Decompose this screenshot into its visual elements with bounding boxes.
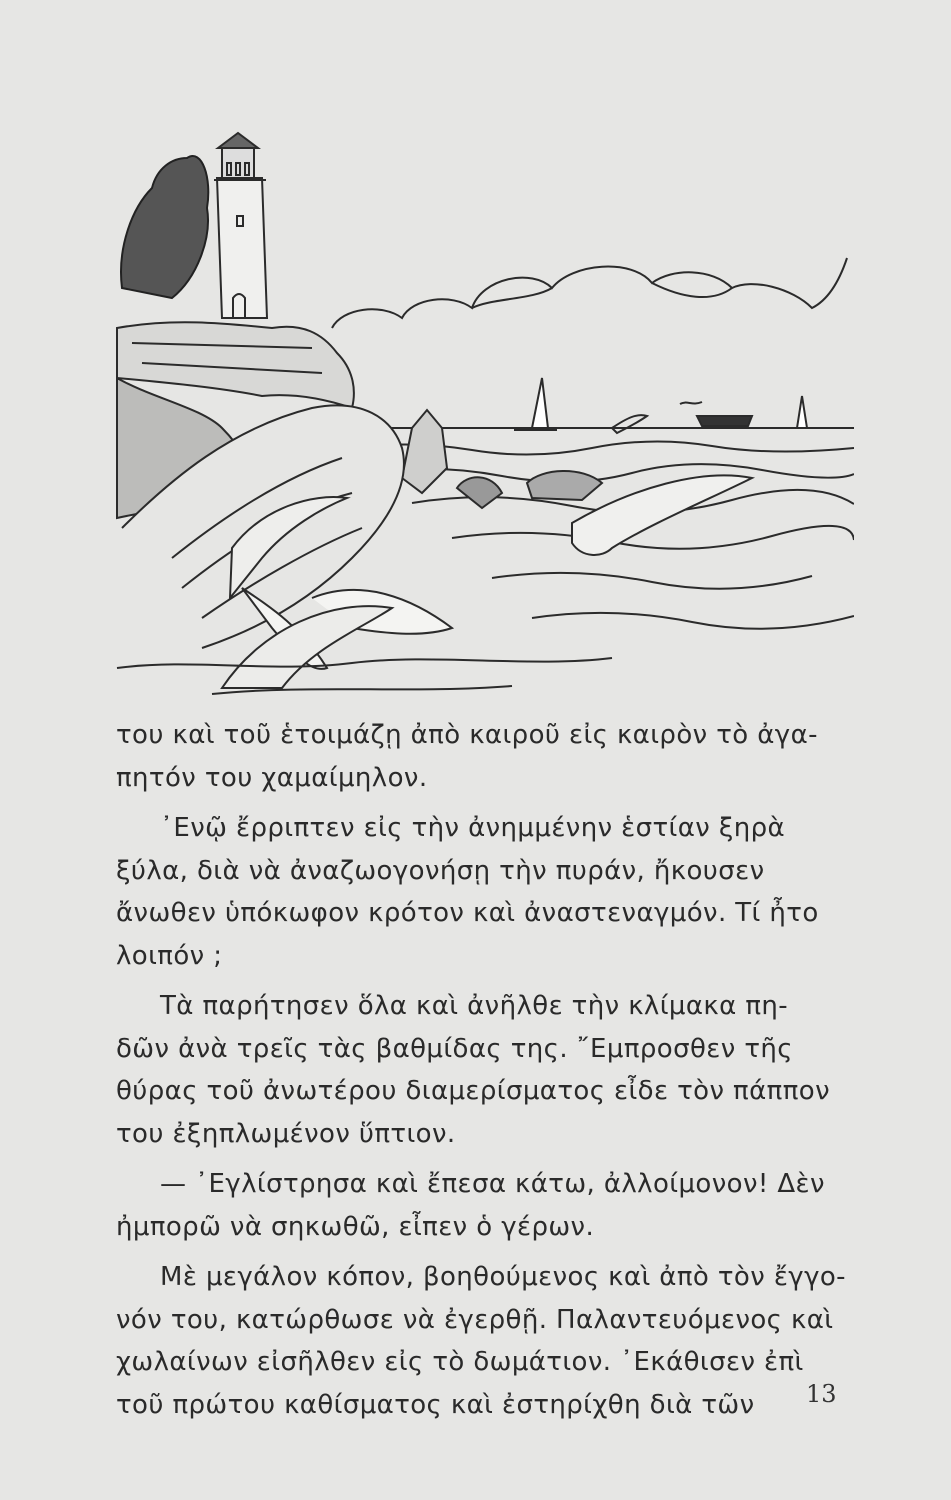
text-line: θύρας τοῦ ἀνωτέρου διαμερίσματος εἶδε τὸν πάππον (116, 1076, 830, 1106)
text-line: του καὶ τοῦ ἑτοιμάζῃ ἀπὸ καιροῦ εἰς καιρὸν τὸ ἀγα- (116, 720, 818, 750)
paragraph (116, 714, 848, 799)
text-line: του ἐξηπλωμένον ὕπτιον. (116, 1118, 456, 1149)
text-line: Μὲ μεγάλον κόπον, βοηθούμενος καὶ ἀπὸ τὸν ἔγγο- (160, 1262, 846, 1292)
text-line: νόν του, κατώρθωσε νὰ ἐγερθῇ. Παλαντευόμενος καὶ (116, 1304, 834, 1335)
text-line: πητόν του χαμαίμηλον. (116, 762, 428, 793)
paragraph (116, 807, 848, 977)
page-number: 13 (806, 1380, 837, 1408)
lighthouse-seagulls-illustration (112, 128, 854, 698)
text-line: ἄνωθεν ὑπόκωφον κρότον καὶ ἀναστεναγμόν. Τί ἦτο (116, 898, 819, 928)
paragraph (116, 985, 848, 1155)
text-line: Τὰ παρήτησεν ὅλα καὶ ἀνῆλθε τὴν κλίμακα πη- (160, 991, 789, 1021)
text-line: ξύλα, διὰ νὰ ἀναζωογονήσῃ τὴν πυράν, ἤκουσεν (116, 855, 765, 886)
paragraph (116, 1256, 848, 1426)
text-line: δῶν ἀνὰ τρεῖς τὰς βαθμίδας της. ῎Εμπροσθεν τῆς (116, 1033, 793, 1064)
body-text (116, 714, 848, 1426)
paragraph (116, 1163, 848, 1248)
text-line: ᾿Ενῷ ἔρριπτεν εἰς τὴν ἀνημμένην ἑστίαν ξηρὰ (160, 813, 786, 843)
text-line: χωλαίνων εἰσῆλθεν εἰς τὸ δωμάτιον. ᾿Εκάθισεν ἐπὶ (116, 1347, 804, 1377)
text-line: λοιπόν ; (116, 940, 223, 971)
text-line: — ᾿Εγλίστρησα καὶ ἔπεσα κάτω, ἀλλοίμονον! Δὲν (160, 1169, 825, 1199)
text-line: τοῦ πρώτου καθίσματος καὶ ἐστηρίχθη διὰ τῶν (116, 1389, 755, 1420)
text-line: ἠμπορῶ νὰ σηκωθῶ, εἶπεν ὁ γέρων. (116, 1211, 595, 1242)
